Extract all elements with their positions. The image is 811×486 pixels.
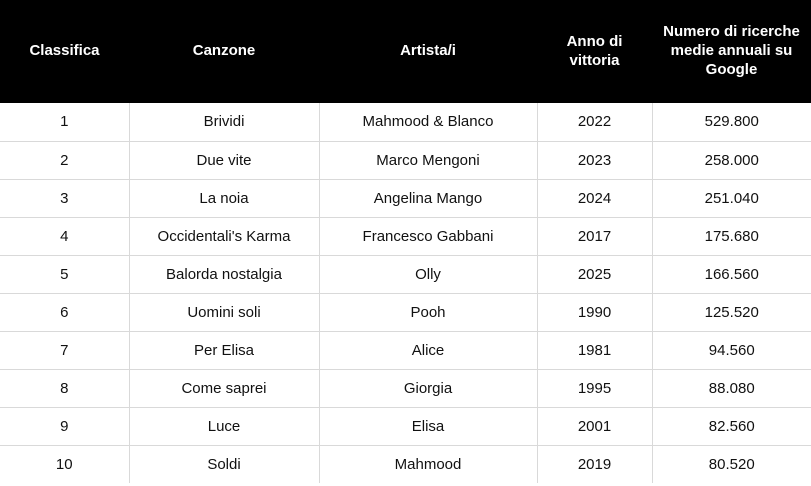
cell-ricerche: 175.680 [652,217,811,255]
cell-classifica: 1 [0,103,129,141]
cell-canzone: Brividi [129,103,319,141]
cell-ricerche: 125.520 [652,293,811,331]
table-row [0,293,811,331]
cell-anno: 2019 [537,445,652,483]
cell-classifica: 9 [0,407,129,445]
cell-canzone: Occidentali's Karma [129,217,319,255]
table-row [0,445,811,483]
cell-classifica: 2 [0,141,129,179]
cell-anno: 2001 [537,407,652,445]
table-header-row [0,0,811,103]
cell-anno: 2024 [537,179,652,217]
cell-canzone: Soldi [129,445,319,483]
table-row [0,103,811,141]
cell-anno: 2023 [537,141,652,179]
column-header-ricerche: Numero di ricerche medie annuali su Google [652,0,811,103]
cell-canzone: Balorda nostalgia [129,255,319,293]
table-header [0,0,811,103]
cell-canzone: La noia [129,179,319,217]
cell-classifica: 4 [0,217,129,255]
cell-ricerche: 80.520 [652,445,811,483]
cell-classifica: 7 [0,331,129,369]
cell-anno: 1981 [537,331,652,369]
cell-artisti: Angelina Mango [319,179,537,217]
cell-anno: 2022 [537,103,652,141]
cell-anno: 1995 [537,369,652,407]
cell-ricerche: 166.560 [652,255,811,293]
cell-artisti: Mahmood & Blanco [319,103,537,141]
cell-canzone: Luce [129,407,319,445]
cell-classifica: 3 [0,179,129,217]
table-row [0,331,811,369]
cell-artisti: Pooh [319,293,537,331]
cell-ricerche: 529.800 [652,103,811,141]
cell-anno: 1990 [537,293,652,331]
cell-artisti: Elisa [319,407,537,445]
table-row [0,255,811,293]
cell-artisti: Alice [319,331,537,369]
table-row [0,407,811,445]
cell-canzone: Uomini soli [129,293,319,331]
column-header-artisti: Artista/i [319,0,537,103]
cell-canzone: Per Elisa [129,331,319,369]
cell-canzone: Come saprei [129,369,319,407]
table-row [0,217,811,255]
cell-artisti: Olly [319,255,537,293]
cell-artisti: Giorgia [319,369,537,407]
cell-ricerche: 94.560 [652,331,811,369]
cell-anno: 2017 [537,217,652,255]
column-header-canzone: Canzone [129,0,319,103]
cell-artisti: Francesco Gabbani [319,217,537,255]
table-row [0,179,811,217]
column-header-classifica: Classifica [0,0,129,103]
cell-ricerche: 88.080 [652,369,811,407]
cell-ricerche: 82.560 [652,407,811,445]
table-row [0,141,811,179]
cell-artisti: Marco Mengoni [319,141,537,179]
cell-artisti: Mahmood [319,445,537,483]
cell-classifica: 5 [0,255,129,293]
cell-canzone: Due vite [129,141,319,179]
column-header-anno: Anno di vittoria [537,0,652,103]
cell-ricerche: 258.000 [652,141,811,179]
cell-classifica: 6 [0,293,129,331]
cell-anno: 2025 [537,255,652,293]
table-row [0,369,811,407]
table-body [0,103,811,483]
cell-ricerche: 251.040 [652,179,811,217]
cell-classifica: 8 [0,369,129,407]
cell-classifica: 10 [0,445,129,483]
